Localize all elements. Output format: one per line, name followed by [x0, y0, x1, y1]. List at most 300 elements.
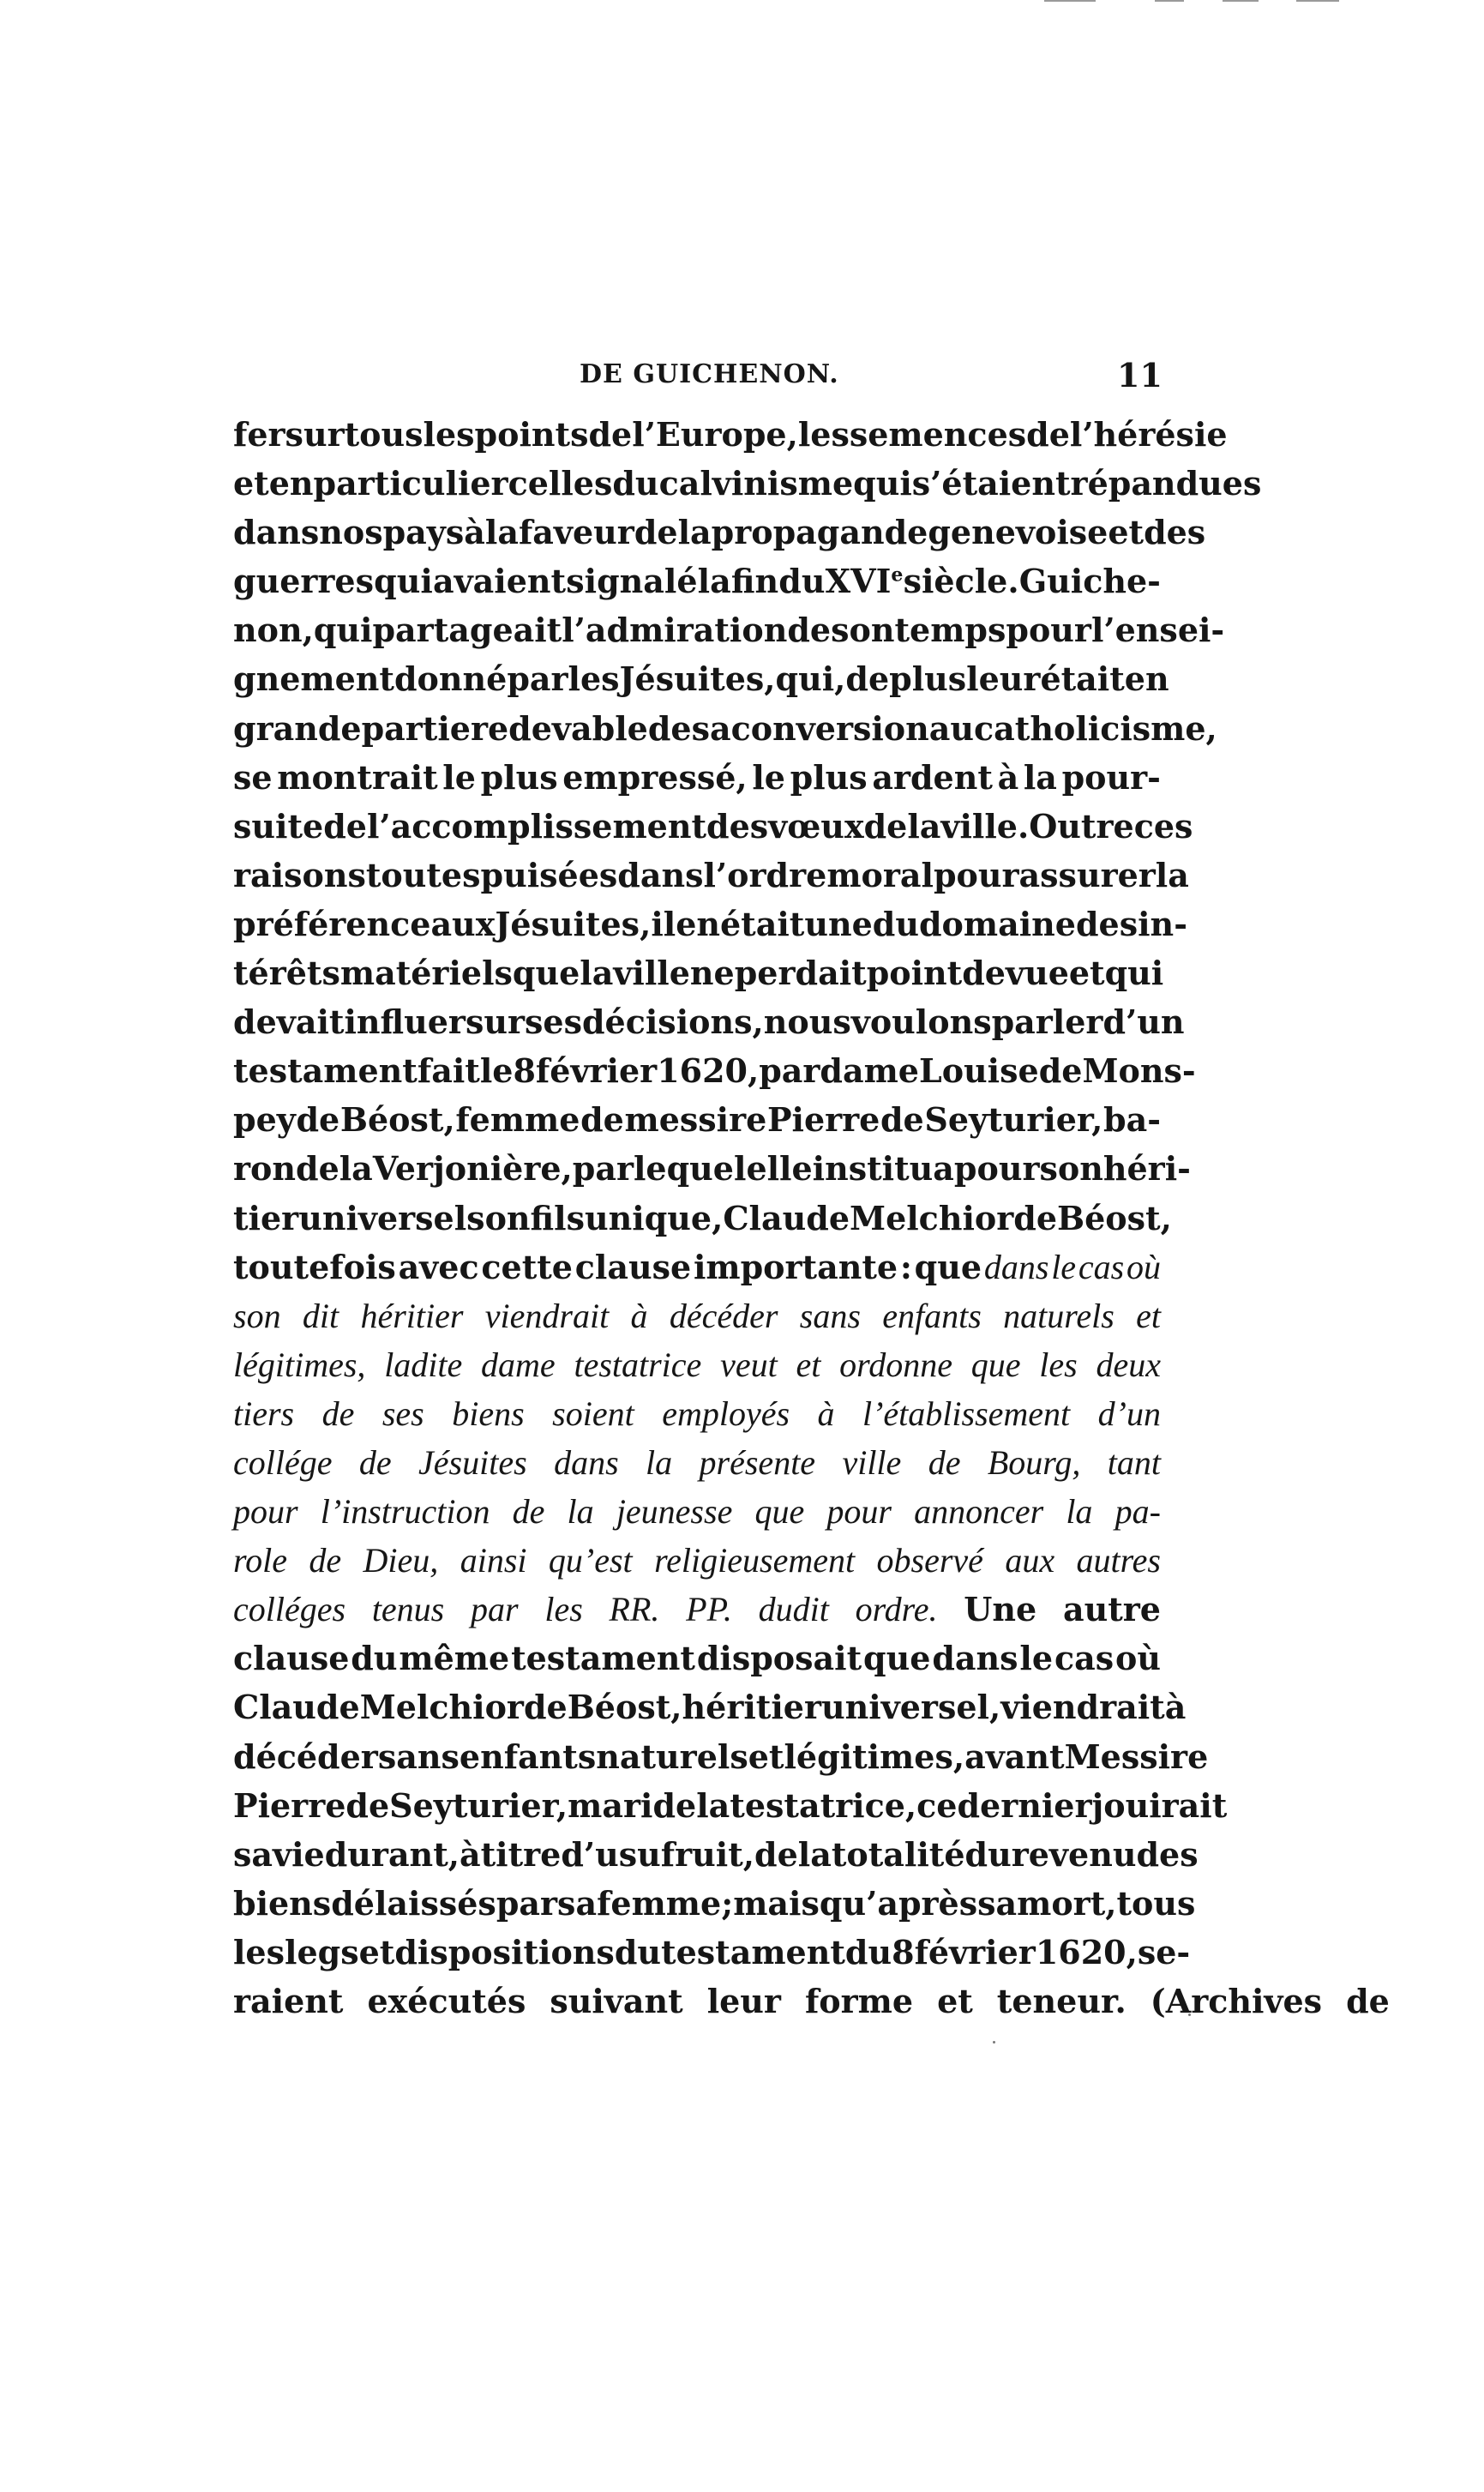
word [460, 1830, 481, 1879]
word-part: le [1019, 1639, 1054, 1678]
word [557, 1879, 597, 1928]
word-part: pays [382, 513, 465, 552]
word [507, 654, 568, 703]
word [366, 851, 481, 900]
word [481, 1830, 562, 1879]
word [694, 1243, 898, 1291]
word-part: ladite [384, 1345, 463, 1384]
word-part: Seyturier, [389, 1785, 568, 1825]
word [233, 557, 374, 605]
word-part: Bourg, [987, 1442, 1081, 1482]
word-part: naturels [1003, 1296, 1115, 1335]
word-part: tant [1107, 1442, 1161, 1482]
word [471, 1585, 519, 1634]
word-part: son [831, 611, 895, 650]
word [1076, 900, 1138, 948]
word-part: soient [552, 1393, 634, 1433]
word-part: institua [812, 1149, 954, 1189]
word-part: dans [233, 513, 320, 552]
word-part: point [866, 954, 963, 993]
word [971, 1340, 1021, 1389]
word-part: importante [693, 1247, 898, 1286]
word [424, 410, 475, 459]
word-part: titre [480, 1834, 562, 1874]
word-part: catholicisme, [974, 708, 1217, 748]
text-line [233, 1438, 1161, 1487]
word-part: la [339, 1149, 373, 1189]
word [233, 1585, 345, 1634]
word [1165, 1682, 1187, 1731]
word [924, 1095, 1102, 1144]
word-part: Melchior [850, 1198, 1014, 1237]
word [676, 900, 720, 948]
word [646, 1438, 672, 1487]
word [966, 654, 1040, 703]
word [615, 1928, 661, 1977]
word-part: à [817, 1393, 835, 1433]
word-part: Verjonière, [372, 1149, 573, 1189]
word [1082, 1046, 1195, 1095]
word-part: la [484, 513, 519, 552]
word-part: celles [508, 464, 613, 503]
word-part: la [797, 1834, 832, 1874]
word-part: du [964, 1834, 1012, 1874]
scan-edge-rule [1223, 0, 1259, 2]
word [651, 900, 676, 948]
word [1134, 802, 1193, 851]
word-part: empressé, [562, 757, 748, 797]
word [820, 1879, 977, 1928]
word [321, 1487, 490, 1536]
word [575, 1243, 691, 1291]
word-part: partageait [372, 611, 562, 650]
word [596, 1732, 748, 1781]
text-line [233, 1634, 1161, 1682]
word-part: l’ordre [703, 855, 827, 894]
word [566, 557, 697, 605]
word-part: Béost, [339, 1100, 455, 1140]
word-part: Mons- [1082, 1051, 1196, 1091]
word [1108, 508, 1144, 557]
word-part: ardent [872, 757, 993, 797]
word [513, 1046, 535, 1095]
word [634, 508, 678, 557]
word-part: redevable [470, 708, 648, 748]
word [1116, 1879, 1195, 1928]
word-part: à [459, 1834, 481, 1874]
word [1138, 1928, 1190, 1977]
word-part: au [928, 708, 975, 748]
word [652, 1781, 696, 1830]
text-line [233, 1291, 1161, 1340]
word [1096, 1340, 1161, 1389]
word-part: 1620, [657, 1051, 760, 1091]
word-part: ron [233, 1149, 296, 1189]
word [997, 1977, 1127, 2026]
word-part: de [523, 1688, 568, 1727]
word-part: lequel [634, 1149, 747, 1189]
word-part: qui [1104, 954, 1164, 993]
word [805, 1977, 913, 2026]
word [359, 1438, 392, 1487]
word [882, 1291, 982, 1340]
word-part: puisées [480, 855, 618, 894]
word-part: teneur. [996, 1982, 1127, 2020]
word [1063, 1585, 1161, 1634]
word-part: durant, [324, 1834, 460, 1874]
word [367, 802, 706, 851]
word-part: guerres [233, 562, 374, 601]
running-head-title: DE GUICHENON. [580, 359, 839, 389]
word-part: et [233, 464, 269, 503]
word [1069, 948, 1105, 997]
word [495, 900, 651, 948]
word-part: disposait [696, 1639, 862, 1678]
word-part: observé [876, 1541, 983, 1580]
word [707, 1977, 781, 2026]
word-part: de [512, 1492, 545, 1532]
word [832, 1830, 965, 1879]
word-part: avec [398, 1247, 479, 1286]
word-part: colléges [233, 1590, 346, 1629]
word [1102, 997, 1184, 1046]
word-part: cas [1054, 1639, 1115, 1678]
word [1103, 1095, 1161, 1144]
word [720, 900, 804, 948]
word-part: où [1126, 1247, 1161, 1286]
text-line [233, 654, 1169, 703]
word [954, 1144, 1040, 1193]
word [233, 851, 366, 900]
word [1039, 1340, 1077, 1389]
word [298, 1194, 466, 1243]
word [481, 851, 618, 900]
word [657, 1046, 759, 1095]
word-part: à [630, 1296, 648, 1335]
word [919, 1046, 1039, 1095]
word [850, 410, 1026, 459]
word [759, 1585, 829, 1634]
word [850, 1194, 1013, 1243]
word-part: dernier [957, 1785, 1092, 1825]
text-line [233, 1879, 1196, 1928]
word-part: fait [417, 1051, 480, 1091]
word-part: d’un [1102, 1002, 1185, 1042]
word-part: vue [1005, 954, 1069, 993]
word-part: employés [662, 1393, 790, 1433]
word [872, 753, 993, 802]
word [466, 997, 525, 1046]
word-part: deux [1096, 1345, 1161, 1384]
word-part: de [588, 415, 633, 454]
word-part: fin [730, 562, 779, 601]
word-part: de [309, 1541, 342, 1580]
word-part: revenu [1011, 1834, 1137, 1874]
word-part: naturels [596, 1737, 748, 1776]
word-part: 8 [892, 1932, 915, 1971]
word-part: les [568, 659, 620, 699]
word [754, 1487, 804, 1536]
word-part: la [1023, 757, 1057, 797]
word-part: cette [481, 1247, 573, 1286]
word-part: du [351, 1639, 398, 1678]
word [851, 997, 992, 1046]
word [309, 1536, 341, 1585]
word-part: de [1013, 1198, 1057, 1237]
word-part: qu’après [819, 1883, 978, 1923]
word [934, 851, 1019, 900]
word-part: clause [233, 1639, 350, 1678]
word [485, 1291, 609, 1340]
word-part: présente [699, 1442, 816, 1482]
word-part: dit [302, 1296, 339, 1335]
word [915, 1928, 1036, 1977]
word-part: même [399, 1639, 510, 1678]
word-part: montrait [277, 757, 438, 797]
word [233, 605, 314, 654]
word-part: forme [804, 1982, 914, 2020]
word-part: de [358, 1442, 392, 1482]
word [798, 410, 850, 459]
word [1070, 410, 1228, 459]
word-part: signalé [566, 562, 698, 601]
word [696, 1781, 730, 1830]
word-part: testatrice, [730, 1785, 917, 1825]
word-part: et [1068, 954, 1105, 993]
text-line [233, 557, 1161, 605]
text-line [233, 900, 1187, 948]
word-part: de [345, 1785, 390, 1825]
word [928, 508, 1108, 557]
word [362, 704, 471, 753]
word-part: par [471, 1590, 519, 1629]
word-part: Melchior [359, 1688, 524, 1727]
word [1003, 1291, 1115, 1340]
word-part: décéder [669, 1296, 778, 1335]
word [1026, 410, 1070, 459]
word-part: ses [382, 1393, 424, 1433]
word [731, 704, 929, 753]
word [700, 1438, 816, 1487]
word [845, 1928, 892, 1977]
word-part: de [754, 1834, 798, 1874]
word-part: ba- [1103, 1100, 1161, 1140]
text-line [233, 459, 1262, 508]
word [481, 1340, 556, 1389]
word-part: nous [763, 1002, 851, 1042]
word-part: par [572, 1149, 634, 1189]
word-part: vœux [768, 806, 864, 846]
word-part: plus [480, 757, 558, 797]
word [1098, 1389, 1161, 1438]
word-part: de [647, 708, 692, 748]
word [233, 1536, 287, 1585]
word-part: de [962, 954, 1006, 993]
word-part: pour [233, 1492, 298, 1532]
word [233, 753, 273, 802]
word [233, 1046, 418, 1095]
word [826, 851, 934, 900]
word-part: Béost, [1057, 1198, 1172, 1237]
word-part: légitimes, [233, 1345, 366, 1384]
word [568, 654, 620, 703]
word-part: février [914, 1932, 1036, 1971]
word [525, 997, 582, 1046]
word [1057, 1194, 1172, 1243]
word-part: des [706, 806, 769, 846]
word [524, 1682, 568, 1731]
word [712, 508, 928, 557]
word [804, 900, 872, 948]
word [826, 557, 904, 605]
word [531, 1194, 585, 1243]
word [839, 1340, 952, 1389]
word-part: pour [933, 855, 1019, 894]
word-part: avaient [432, 562, 567, 601]
word-part: les [544, 1590, 583, 1629]
word [359, 1928, 395, 1977]
word-part: leur [706, 1982, 781, 2020]
word-part: il [651, 904, 676, 943]
word [322, 1389, 355, 1438]
word-part: par [496, 1883, 558, 1923]
word-part: pour- [1061, 757, 1161, 797]
word-part: in- [1138, 904, 1187, 943]
word [1144, 508, 1205, 557]
word-part: autres [1076, 1541, 1161, 1580]
word [363, 1536, 439, 1585]
word [697, 1634, 862, 1682]
word [820, 1046, 919, 1095]
text-line [233, 605, 1225, 654]
word [399, 1243, 479, 1291]
word [1346, 1977, 1390, 2026]
word-part: la [697, 562, 731, 601]
word [721, 1879, 733, 1928]
word [233, 1194, 298, 1243]
word [798, 1830, 832, 1879]
word-part: grande [233, 708, 362, 748]
text-line [233, 1977, 1390, 2026]
word [1005, 1536, 1054, 1585]
text-line [233, 1340, 1161, 1389]
word-part: le [752, 757, 785, 797]
word-part: que [970, 1345, 1021, 1384]
word [620, 654, 776, 703]
word [1006, 948, 1069, 997]
word-part: la [1066, 1492, 1093, 1532]
word-part: ce [916, 1785, 958, 1825]
word-part: du [612, 464, 659, 503]
word [373, 1144, 573, 1193]
word-part: Messire [1064, 1737, 1209, 1776]
word-part: femme [455, 1100, 580, 1140]
word-part: Pierre [233, 1785, 346, 1825]
word [585, 1194, 723, 1243]
word-part: répandues [1070, 464, 1262, 503]
word [508, 459, 613, 508]
word [233, 654, 394, 703]
word [648, 704, 692, 753]
word-part: sans [799, 1296, 861, 1335]
text-line [233, 948, 1164, 997]
word [624, 1095, 766, 1144]
word-part: l’établissement [862, 1393, 1071, 1433]
word-part: en [676, 904, 720, 943]
word [471, 704, 648, 753]
word [862, 1389, 1070, 1438]
word-part: à [464, 513, 485, 552]
word-part: l’Europe, [632, 415, 798, 454]
word-part: universel [298, 1198, 467, 1237]
word [914, 1487, 1043, 1536]
word [285, 410, 345, 459]
word [345, 1781, 389, 1830]
word [374, 557, 433, 605]
word-part: universel, [820, 1688, 1001, 1727]
word-part: sur [465, 1002, 526, 1042]
word-part: de [296, 1100, 340, 1140]
word-part: vie [273, 1834, 325, 1874]
word [233, 948, 340, 997]
word [269, 459, 314, 508]
word [1013, 1194, 1057, 1243]
word-part: l’admiration [562, 611, 788, 650]
word-part: Outre [1029, 806, 1134, 846]
word-part: calvinisme [658, 464, 854, 503]
word [731, 557, 778, 605]
word [800, 1291, 861, 1340]
word [1115, 1634, 1161, 1682]
word-part: sur [285, 415, 345, 454]
scan-edge-rule [1296, 0, 1339, 2]
word [351, 1634, 397, 1682]
word-part: raisons [233, 855, 366, 894]
word [1019, 851, 1156, 900]
word-part: tous [1116, 1883, 1196, 1923]
word-part: et [1108, 513, 1145, 552]
word [233, 1144, 296, 1193]
word [940, 802, 1029, 851]
word-part: assurer [1018, 855, 1156, 894]
word-part: domaine [918, 904, 1076, 943]
word [1051, 1243, 1076, 1291]
word [1103, 1144, 1191, 1193]
word [418, 1438, 527, 1487]
word-part: par [759, 1051, 820, 1091]
word-part: en [1124, 659, 1169, 699]
word-part: particulier [313, 464, 508, 503]
word [597, 1879, 721, 1928]
word-part: avant [964, 1737, 1065, 1776]
word [964, 1585, 1036, 1634]
word-part: d’un [1097, 1393, 1161, 1433]
word-part: qui, [775, 659, 846, 699]
word [442, 753, 476, 802]
word-part: pour [953, 1149, 1040, 1189]
word-part: que [863, 1639, 931, 1678]
word-part: viendrait [1000, 1688, 1165, 1727]
word-part: PP. [686, 1590, 732, 1629]
word-part: se [233, 757, 273, 797]
word [1062, 753, 1161, 802]
word [877, 1536, 983, 1585]
word-part: de [1038, 1051, 1083, 1091]
word [1006, 605, 1091, 654]
word [561, 1830, 754, 1879]
word [733, 1879, 820, 1928]
word-part: (Archives [1150, 1982, 1323, 2020]
